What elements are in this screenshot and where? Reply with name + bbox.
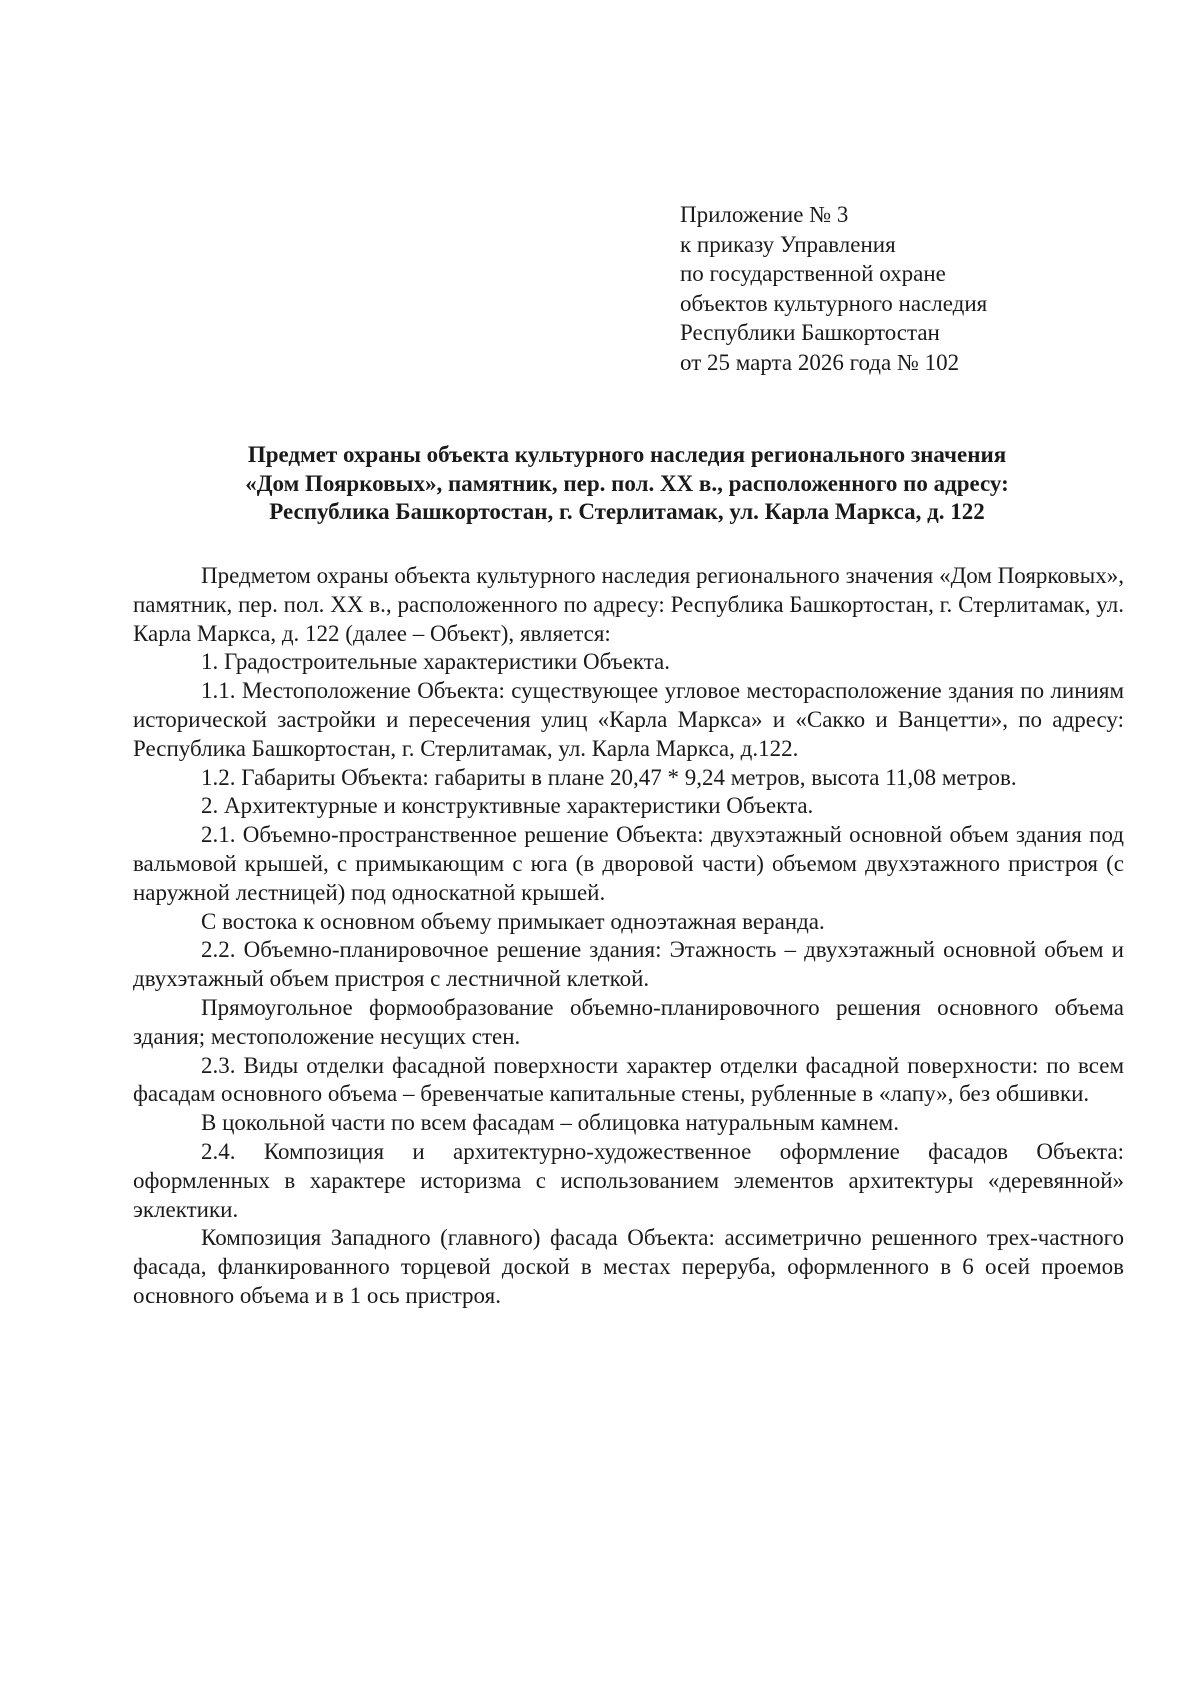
body-paragraph: С востока к основном объему примыкает одноэтажная веранда. (201, 908, 825, 934)
body-paragraph: 2. Архитектурные и конструктивные характеристики Объекта. (201, 793, 814, 819)
appendix-header (680, 200, 1120, 378)
body-paragraph: В цокольной части по всем фасадам – облицовка натуральным камнем. (201, 1110, 899, 1136)
body-paragraph: 1.2. Габариты Объекта: габариты в плане 20,47 * 9,24 метров, высота 11,08 метров. (201, 764, 1017, 790)
body-paragraph: Прямоугольное формообразование объемно-планировочного решения основного объема здания; местоположение несущих стен. (133, 994, 1124, 1049)
body-paragraph: 2.3. Виды отделки фасадной поверхности характер отделки фасадной поверхности: по всем фасадам основного объема – бревенчатые капитальные стены, рубленные в «лапу», без обшивки. (133, 1052, 1124, 1107)
body-paragraph: Предметом охраны объекта культурного наследия регионального значения «Дом Поярковых», памятник, пер. пол. XX в., расположенного по адресу: Республика Башкортостан, г. Стерлитамак, ул. Карла Маркса, д. 122 (далее – Объект), является: (133, 563, 1124, 646)
appendix-line: объектов культурного наследия (680, 290, 988, 316)
document-title (130, 441, 1124, 527)
appendix-line: от 25 марта 2026 года № 102 (680, 349, 960, 375)
body-paragraph: Композиция Западного (главного) фасада Объекта: ассиметрично решенного трех-частного фасада, фланкированного торцевой доской в местах переруба, оформленного в 6 осей проемов основного объема и в 1 ось пристроя. (133, 1225, 1124, 1308)
appendix-line: Республики Башкортостан (680, 320, 940, 346)
title-line: «Дом Поярковых», памятник, пер. пол. XX в., расположенного по адресу: (245, 470, 1009, 496)
appendix-line: к приказу Управления (680, 231, 896, 257)
appendix-line: по государственной охране (680, 261, 946, 287)
body-paragraph: 2.4. Композиция и архитектурно-художественное оформление фасадов Объекта: оформленных в характере историзма с использованием элементов архитектуры «деревянной» эклектики. (133, 1138, 1124, 1222)
title-line: Предмет охраны объекта культурного наследия регионального значения (247, 442, 1007, 467)
document-body (133, 562, 1124, 1311)
body-paragraph: 2.1. Объемно-пространственное решение Объекта: двухэтажный основной объем здания под вальмовой крышей, с примыкающим с юга (в дворовой части) объемом двухэтажного пристроя (с наружной лестницей) под односкатной крышей. (133, 822, 1124, 905)
body-paragraph: 1. Градостроительные характеристики Объекта. (201, 649, 670, 675)
body-paragraph: 1.1. Местоположение Объекта: существующее угловое месторасположение здания по линиям исторической застройки и пересечения улиц «Карла Маркса» и «Сакко и Ванцетти», по адресу: Республика Башкортостан, г. Стерлитамак, ул. Карла Маркса, д.122. (133, 678, 1124, 761)
body-paragraph: 2.2. Объемно-планировочное решение здания: Этажность – двухэтажный основной объем и двухэтажный объем пристроя с лестничной клеткой. (133, 937, 1124, 992)
title-line: Республика Башкортостан, г. Стерлитамак, ул. Карла Маркса, д. 122 (269, 499, 985, 524)
appendix-line: Приложение № 3 (680, 202, 849, 227)
